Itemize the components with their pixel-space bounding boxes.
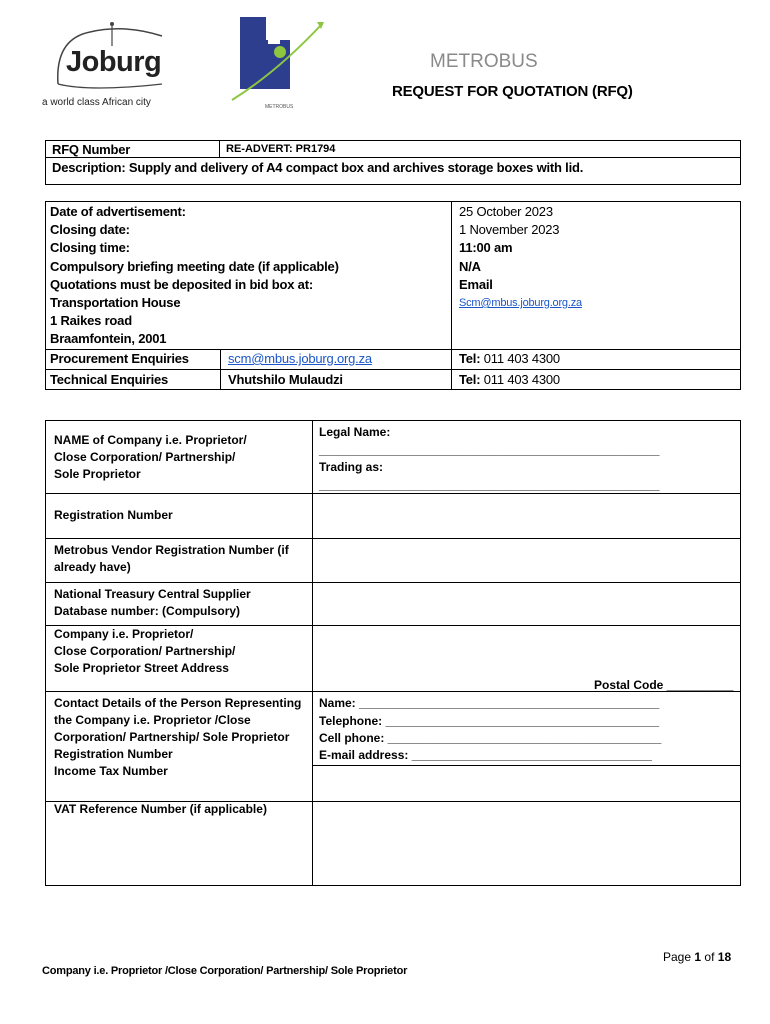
company-name-label-line: Sole Proprietor: [54, 467, 141, 481]
company-name-label-line: Close Corporation/ Partnership/: [54, 450, 236, 464]
vat-number-label: VAT Reference Number (if applicable): [54, 802, 267, 816]
metrobus-logo-text: METROBUS: [265, 104, 294, 110]
closing-time-label: Closing time:: [50, 240, 130, 255]
contact-label-line: Registration Number: [54, 747, 173, 761]
technical-tel: [459, 372, 560, 387]
closing-time-value: 11:00 am: [459, 240, 513, 255]
procurement-tel: [459, 351, 560, 366]
advert-date-label: Date of advertisement:: [50, 204, 186, 219]
page-of: of: [704, 950, 715, 964]
contact-details-label: [54, 695, 301, 780]
rfq-number-value: RE-ADVERT: PR1794: [226, 143, 336, 155]
vendor-label-line: Metrobus Vendor Registration Number (if: [54, 543, 289, 557]
joburg-tagline: a world class African city: [42, 97, 151, 108]
metrobus-logo: [222, 12, 332, 112]
description-value: Supply and delivery of A4 compact box and archives storage boxes with lid.: [128, 160, 584, 175]
street-address-label: [54, 626, 235, 677]
details-table: [45, 201, 741, 390]
contact-telephone-field[interactable]: Telephone: _________________________________________: [319, 714, 660, 728]
vendor-registration-field[interactable]: [313, 539, 740, 582]
rfq-number-row: [46, 141, 740, 158]
page-total: 18: [717, 950, 732, 964]
technical-label: Technical Enquiries: [50, 372, 169, 387]
legal-name-field[interactable]: ___________________________________________________: [319, 443, 660, 457]
briefing-label: Compulsory briefing meeting date (if applicable): [50, 259, 339, 274]
technical-tel-value: 011 403 4300: [483, 372, 560, 387]
company-name-label: [54, 432, 247, 483]
contact-label-line: the Company i.e. Proprietor /Close: [54, 713, 251, 727]
org-title: METROBUS: [430, 51, 538, 72]
csd-number-field[interactable]: [313, 583, 740, 625]
procurement-tel-value: 011 403 4300: [483, 351, 560, 366]
procurement-label: Procurement Enquiries: [50, 351, 189, 366]
joburg-logo-text: Joburg: [66, 46, 162, 78]
deposit-value: Email: [459, 277, 493, 292]
legal-name-label: Legal Name:: [319, 425, 391, 439]
vendor-label-line: already have): [54, 560, 131, 574]
trading-as-field[interactable]: ___________________________________________________: [319, 478, 660, 492]
page-prefix: Page: [663, 950, 692, 964]
contact-label-line: Contact Details of the Person Representing: [54, 696, 302, 710]
procurement-tel-label: Tel:: [459, 351, 481, 366]
briefing-value: N/A: [459, 259, 481, 274]
technical-contact: Vhutshilo Mulaudzi: [228, 372, 343, 387]
address-line-1: Transportation House: [50, 295, 181, 310]
csd-number-label: [54, 586, 251, 620]
page-current: 1: [694, 950, 702, 964]
rfq-table: [45, 140, 741, 185]
registration-number-label: Registration Number: [54, 508, 173, 522]
closing-date-label: Closing date:: [50, 222, 130, 237]
company-form-table: [45, 420, 741, 886]
address-label-line: Company i.e. Proprietor/: [54, 627, 194, 641]
contact-cell-field[interactable]: Cell phone: _________________________________________: [319, 731, 662, 745]
advert-date-value: 25 October 2023: [459, 204, 553, 219]
vat-number-field[interactable]: [313, 802, 740, 885]
contact-email-field[interactable]: E-mail address: ____________________________________: [319, 748, 652, 762]
rfq-description: [52, 160, 583, 175]
address-line-2: 1 Raikes road: [50, 313, 132, 328]
closing-date-value: 1 November 2023: [459, 222, 560, 237]
contact-label-line: Corporation/ Partnership/ Sole Proprietor: [54, 730, 290, 744]
doc-title: REQUEST FOR QUOTATION (RFQ): [392, 83, 633, 100]
deposit-label: Quotations must be deposited in bid box at:: [50, 277, 313, 292]
address-label-line: Close Corporation/ Partnership/: [54, 644, 236, 658]
csd-label-line: Database number: (Compulsory): [54, 604, 241, 618]
scm-email-link[interactable]: Scm@mbus.joburg.org.za: [459, 297, 582, 309]
contact-name-field[interactable]: Name: _____________________________________________: [319, 696, 660, 710]
page-number: [663, 950, 731, 964]
postal-code-field[interactable]: Postal Code __________: [594, 678, 734, 692]
trading-as-label: Trading as:: [319, 460, 384, 474]
technical-tel-label: Tel:: [459, 372, 481, 387]
income-tax-label: Income Tax Number: [54, 764, 168, 778]
address-label-line: Sole Proprietor Street Address: [54, 661, 229, 675]
vendor-registration-label: [54, 542, 289, 576]
footer-note: Company i.e. Proprietor /Close Corporation/ Partnership/ Sole Proprietor: [42, 965, 408, 977]
rfq-number-label: RFQ Number: [52, 142, 131, 157]
address-line-3: Braamfontein, 2001: [50, 331, 167, 346]
procurement-email-link[interactable]: scm@mbus.joburg.org.za: [228, 351, 372, 366]
registration-number-field[interactable]: [313, 494, 740, 538]
company-name-label-line: NAME of Company i.e. Proprietor/: [54, 433, 247, 447]
csd-label-line: National Treasury Central Supplier: [54, 587, 251, 601]
description-label: Description:: [52, 160, 126, 175]
